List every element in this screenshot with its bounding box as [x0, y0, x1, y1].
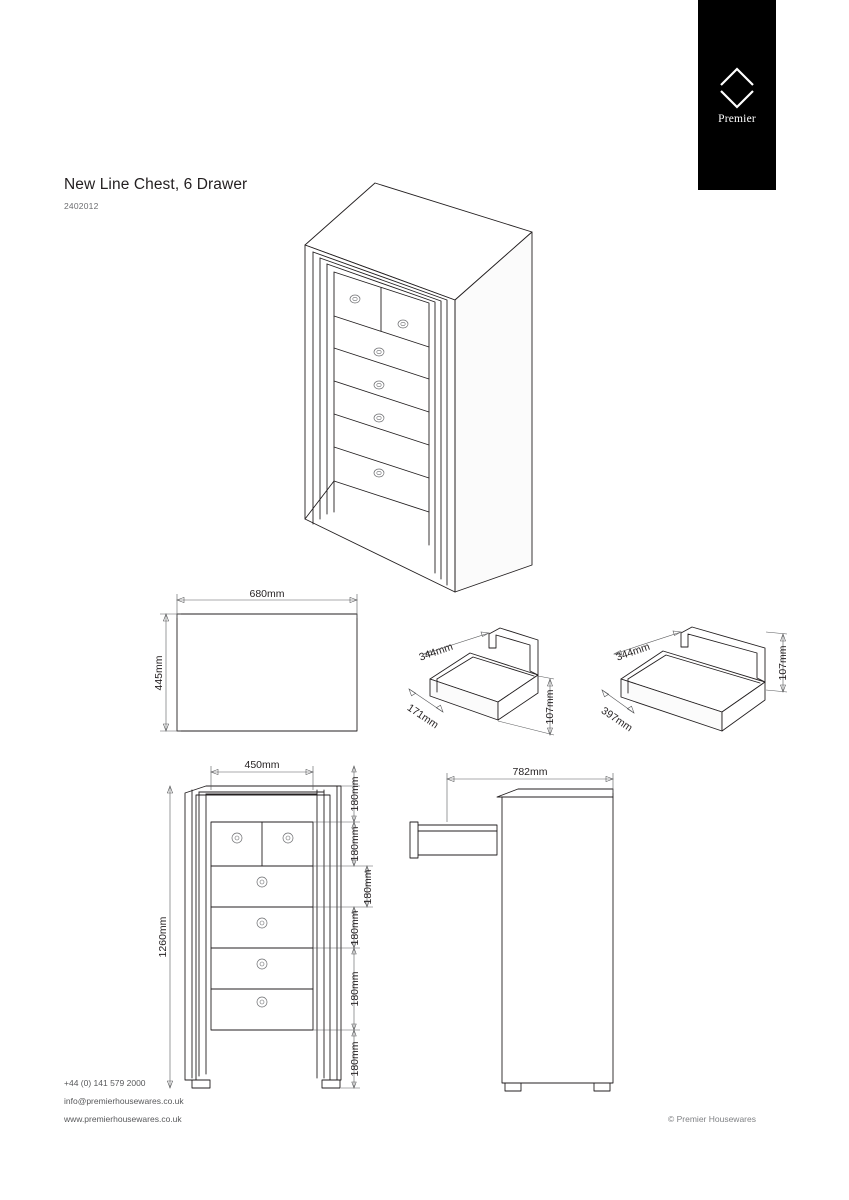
- drawer-knob-icon: [350, 295, 360, 303]
- dim-seg-4: 180mm: [349, 910, 361, 946]
- drawer-knob-icon: [257, 959, 267, 969]
- isometric-chest-view: [305, 183, 532, 592]
- dim-seg-6: 180mm: [349, 1041, 361, 1077]
- drawer-knob-icon: [257, 918, 267, 928]
- dim-small-drawer-height: 107mm: [544, 689, 556, 725]
- top-view: [160, 594, 357, 731]
- drawer-knob-icon: [257, 997, 267, 1007]
- drawer-knob-icon: [374, 414, 384, 422]
- dim-top-depth: 445mm: [153, 655, 165, 691]
- drawer-knob-icon: [374, 469, 384, 477]
- footer-website[interactable]: www.premierhousewares.co.uk: [64, 1114, 182, 1124]
- product-code: 2402012: [64, 201, 99, 211]
- dim-seg-5: 180mm: [349, 971, 361, 1007]
- drawer-knob-icon: [232, 833, 242, 843]
- large-drawer-view: [602, 627, 787, 731]
- drawer-knob-icon: [374, 381, 384, 389]
- drawer-knob-icon: [398, 320, 408, 328]
- footer-copyright: © Premier Housewares: [668, 1114, 756, 1124]
- brand-name: Premier: [718, 113, 756, 125]
- footer-email[interactable]: info@premierhousewares.co.uk: [64, 1096, 184, 1106]
- dim-seg-3: 180mm: [362, 869, 374, 905]
- drawer-knob-icon: [257, 877, 267, 887]
- dim-front-width: 450mm: [244, 759, 280, 771]
- dim-seg-2: 180mm: [349, 826, 361, 862]
- dim-side-height: 782mm: [512, 766, 548, 778]
- dim-large-drawer-depth: 397mm: [598, 704, 635, 735]
- footer-phone: +44 (0) 141 579 2000: [64, 1078, 146, 1088]
- footer-contact: [64, 1074, 184, 1128]
- dim-large-drawer-width: 344mm: [614, 640, 652, 664]
- dim-top-width: 680mm: [249, 588, 285, 600]
- dim-small-drawer-depth: 171mm: [404, 701, 441, 732]
- dim-seg-1: 180mm: [349, 776, 361, 812]
- drawer-knob-icon: [283, 833, 293, 843]
- dim-front-height: 1260mm: [157, 916, 169, 958]
- front-view: [167, 766, 373, 1088]
- page-title: New Line Chest, 6 Drawer: [64, 176, 248, 193]
- side-view: [410, 773, 613, 1091]
- dim-large-drawer-height: 107mm: [777, 645, 789, 681]
- drawer-knob-icon: [374, 348, 384, 356]
- dim-small-drawer-width: 344mm: [417, 640, 455, 664]
